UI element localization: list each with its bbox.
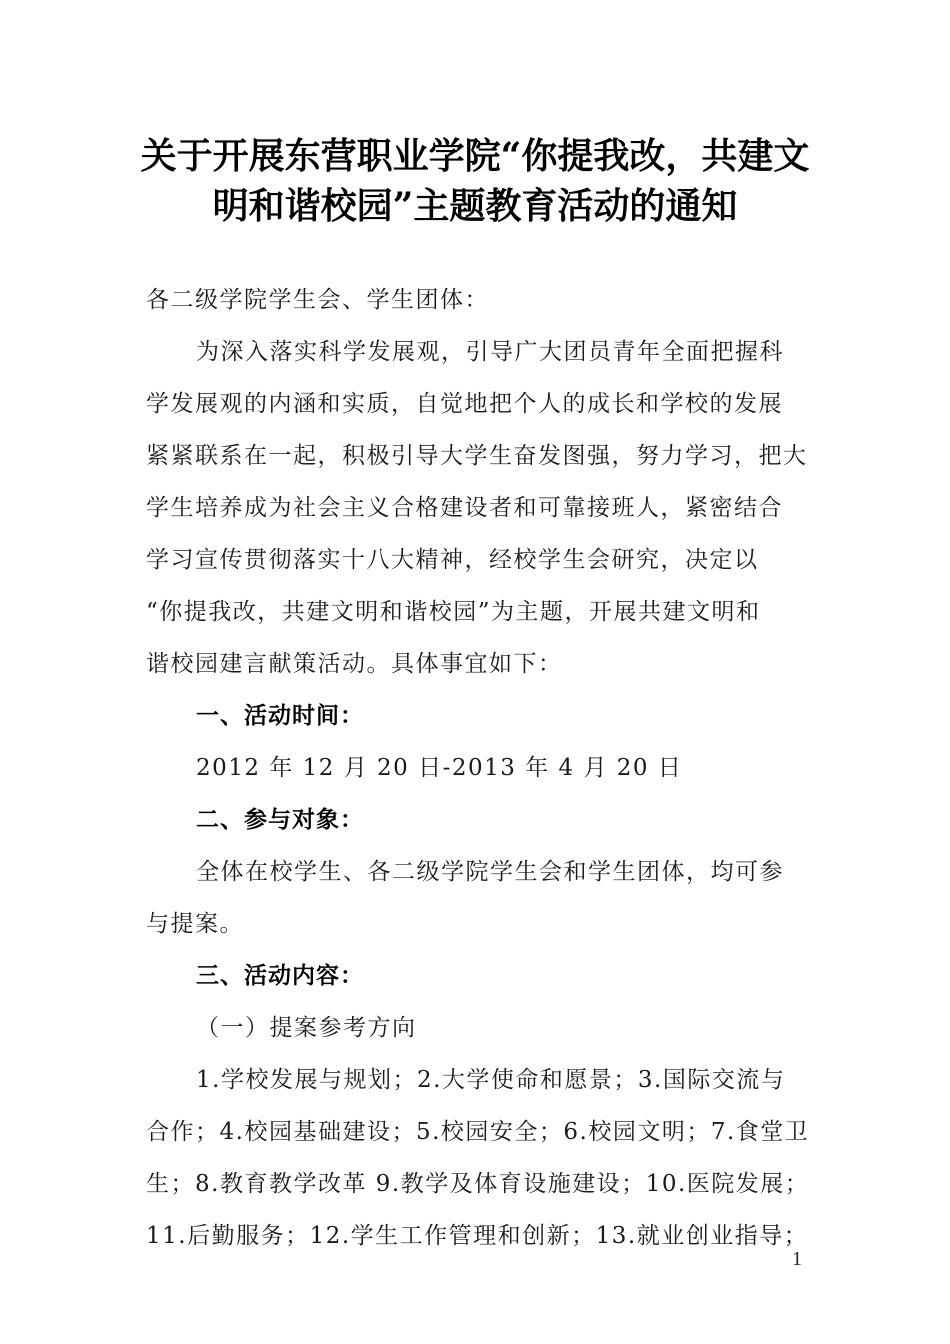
salutation: 各二级学院学生会、学生团体： xyxy=(146,287,489,313)
direction-line: 合作；4.校园基础建设；5.校园安全；6.校园文明；7.食堂卫 xyxy=(146,1119,810,1145)
section-heading-activity-time: 一、活动时间： xyxy=(196,703,364,729)
page-number: 1 xyxy=(792,1248,802,1270)
direction-line: 1.学校发展与规划；2.大学使命和愿景；3.国际交流与 xyxy=(196,1067,786,1093)
intro-line: 谐校园建言献策活动。具体事宜如下： xyxy=(146,651,563,677)
intro-line: 学生培养成为社会主义合格建设者和可靠接班人，紧密结合 xyxy=(146,495,783,521)
direction-line: 生；8.教育教学改革 9.教学及体育设施建设；10.医院发展； xyxy=(146,1171,810,1197)
document-title-line-1: 关于开展东营职业学院“你提我改，共建文 xyxy=(140,135,810,177)
subsection-heading-directions: （一）提案参考方向 xyxy=(196,1015,417,1041)
intro-line: 学发展观的内涵和实质，自觉地把个人的成长和学校的发展 xyxy=(146,391,783,417)
activity-date-range: 2012 年 12 月 20 日-2013 年 4 月 20 日 xyxy=(196,755,683,781)
section-heading-participants: 二、参与对象： xyxy=(196,807,364,833)
intro-line: “你提我改，共建文明和谐校园”为主题，开展共建文明和 xyxy=(146,599,761,625)
document-title-line-2: 明和谐校园”主题教育活动的通知 xyxy=(212,185,738,227)
direction-line: 11.后勤服务；12.学生工作管理和创新；13.就业创业指导； xyxy=(146,1223,809,1249)
participants-line: 全体在校学生、各二级学院学生会和学生团体，均可参 xyxy=(196,859,784,885)
section-heading-content: 三、活动内容： xyxy=(196,963,364,989)
participants-line: 与提案。 xyxy=(146,911,244,937)
intro-line: 学习宣传贯彻落实十八大精神，经校学生会研究，决定以 xyxy=(146,547,759,573)
intro-line: 为深入落实科学发展观，引导广大团员青年全面把握科 xyxy=(196,339,784,365)
intro-line: 紧紧联系在一起，积极引导大学生奋发图强，努力学习，把大 xyxy=(146,443,808,469)
